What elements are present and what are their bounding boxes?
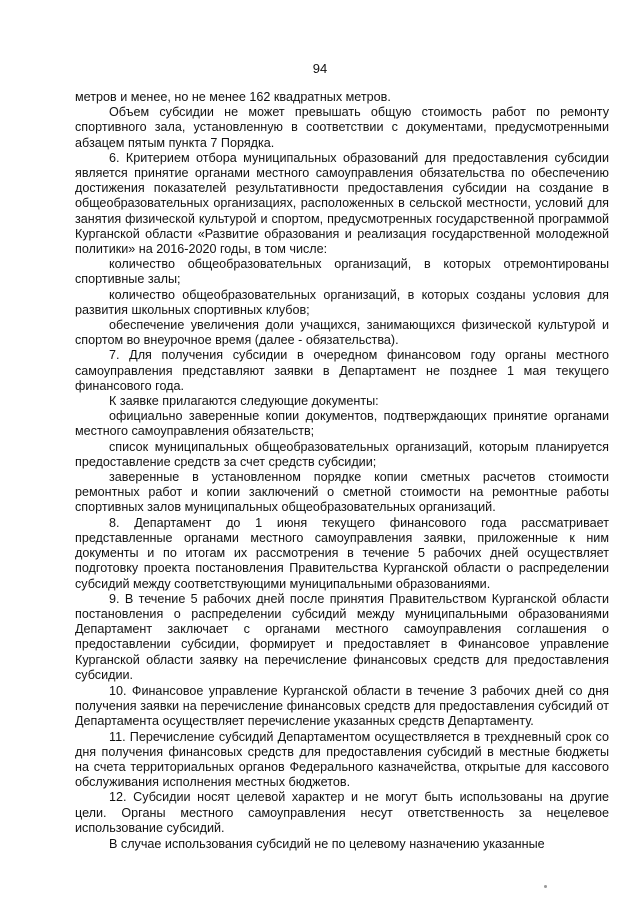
paragraph-documents-intro: К заявке прилагаются следующие документы: <box>109 394 379 409</box>
paragraph-item-7: 7. Для получения субсидии в очередном финансовом году органы местного самоуправления представляют заявки в Департамент не позднее 1 мая текущего финансового года. <box>75 348 609 393</box>
paragraph-item-11: 11. Перечисление субсидий Департаментом осуществляется в трехдневный срок со дня получения финансовых средств для предоставления субсидий в местные бюджеты на счета территориальных органов Федерального казначейства, открытые для кассового обслуживания исполнения местных бюджетов. <box>75 729 609 790</box>
paragraph-continuation: метров и менее, но не менее 162 квадратных метров. <box>75 90 391 104</box>
paragraph-document-2: список муниципальных общеобразовательных организаций, которым планируется предоставление средств за счет средств субсидии; <box>75 439 609 469</box>
document-body <box>75 90 609 852</box>
paragraph-item-9: 9. В течение 5 рабочих дней после принятия Правительством Курганской области постановления о распределении субсидий между муниципальными образованиями Департамент заключает с органами местного самоуправления соглашения о предоставлении субсидии, формирует и предоставляет в Финансовое управление Курганской области заявку на перечисление финансовых средств для предоставления субсидии. <box>75 591 609 682</box>
paragraph-item-12: 12. Субсидии носят целевой характер и не могут быть использованы на другие цели. Органы местного самоуправления несут ответственность за нецелевое использование субсидий. <box>75 790 609 835</box>
scan-speck <box>544 885 547 888</box>
paragraph-document-3: заверенные в установленном порядке копии сметных расчетов стоимости ремонтных работ и копии заключений о сметной стоимости на ремонтные работы спортивных залов муниципальных общеобразовательных организаций. <box>75 470 609 515</box>
paragraph-item-8: 8. Департамент до 1 июня текущего финансового года рассматривает представленные органами местного самоуправления заявки, приложенные к ним документы и по итогам их рассмотрения в течение 5 рабочих дней осуществляет подготовку проекта постановления Правительства Курганской области о распределении субсидий между соответствующими муниципальными образованиями. <box>75 515 609 591</box>
paragraph-subsidy-volume: Объем субсидии не может превышать общую стоимость работ по ремонту спортивного зала, установленную в соответствии с документами, предусмотренными абзацем пятым пункта 7 Порядка. <box>75 105 609 150</box>
page-number: 94 <box>312 61 328 76</box>
paragraph-item-10: 10. Финансовое управление Курганской области в течение 3 рабочих дней со дня получения заявки на перечисление финансовых средств для предоставления субсидий от Департамента осуществляет перечисление указанных средств Департаменту. <box>75 683 609 729</box>
paragraph-indicator-3: обеспечение увеличения доли учащихся, занимающихся физической культурой и спортом во внеурочное время (далее - обязательства). <box>75 318 609 348</box>
paragraph-indicator-1: количество общеобразовательных организаций, в которых отремонтированы спортивные залы; <box>75 257 609 287</box>
paragraph-item-6: 6. Критерием отбора муниципальных образований для предоставления субсидии является принятие органами местного самоуправления обязательства по обеспечению достижения показателей результативности предоставления субсидии на создание в общеобразовательных организациях, расположенных в сельской местности, условий для занятия физической культурой и спортом, предусмотренных государственной программой Курганской области «Развитие образования и реализация государственной молодежной политики» на 2016-2020 годы, в том числе: <box>75 150 609 257</box>
paragraph-misuse: В случае использования субсидий не по целевому назначению указанные <box>109 836 545 851</box>
paragraph-indicator-2: количество общеобразовательных организаций, в которых созданы условия для развития школьных спортивных клубов; <box>75 287 609 317</box>
paragraph-document-1: официально заверенные копии документов, подтверждающих принятие органами местного самоуправления обязательств; <box>75 409 609 439</box>
